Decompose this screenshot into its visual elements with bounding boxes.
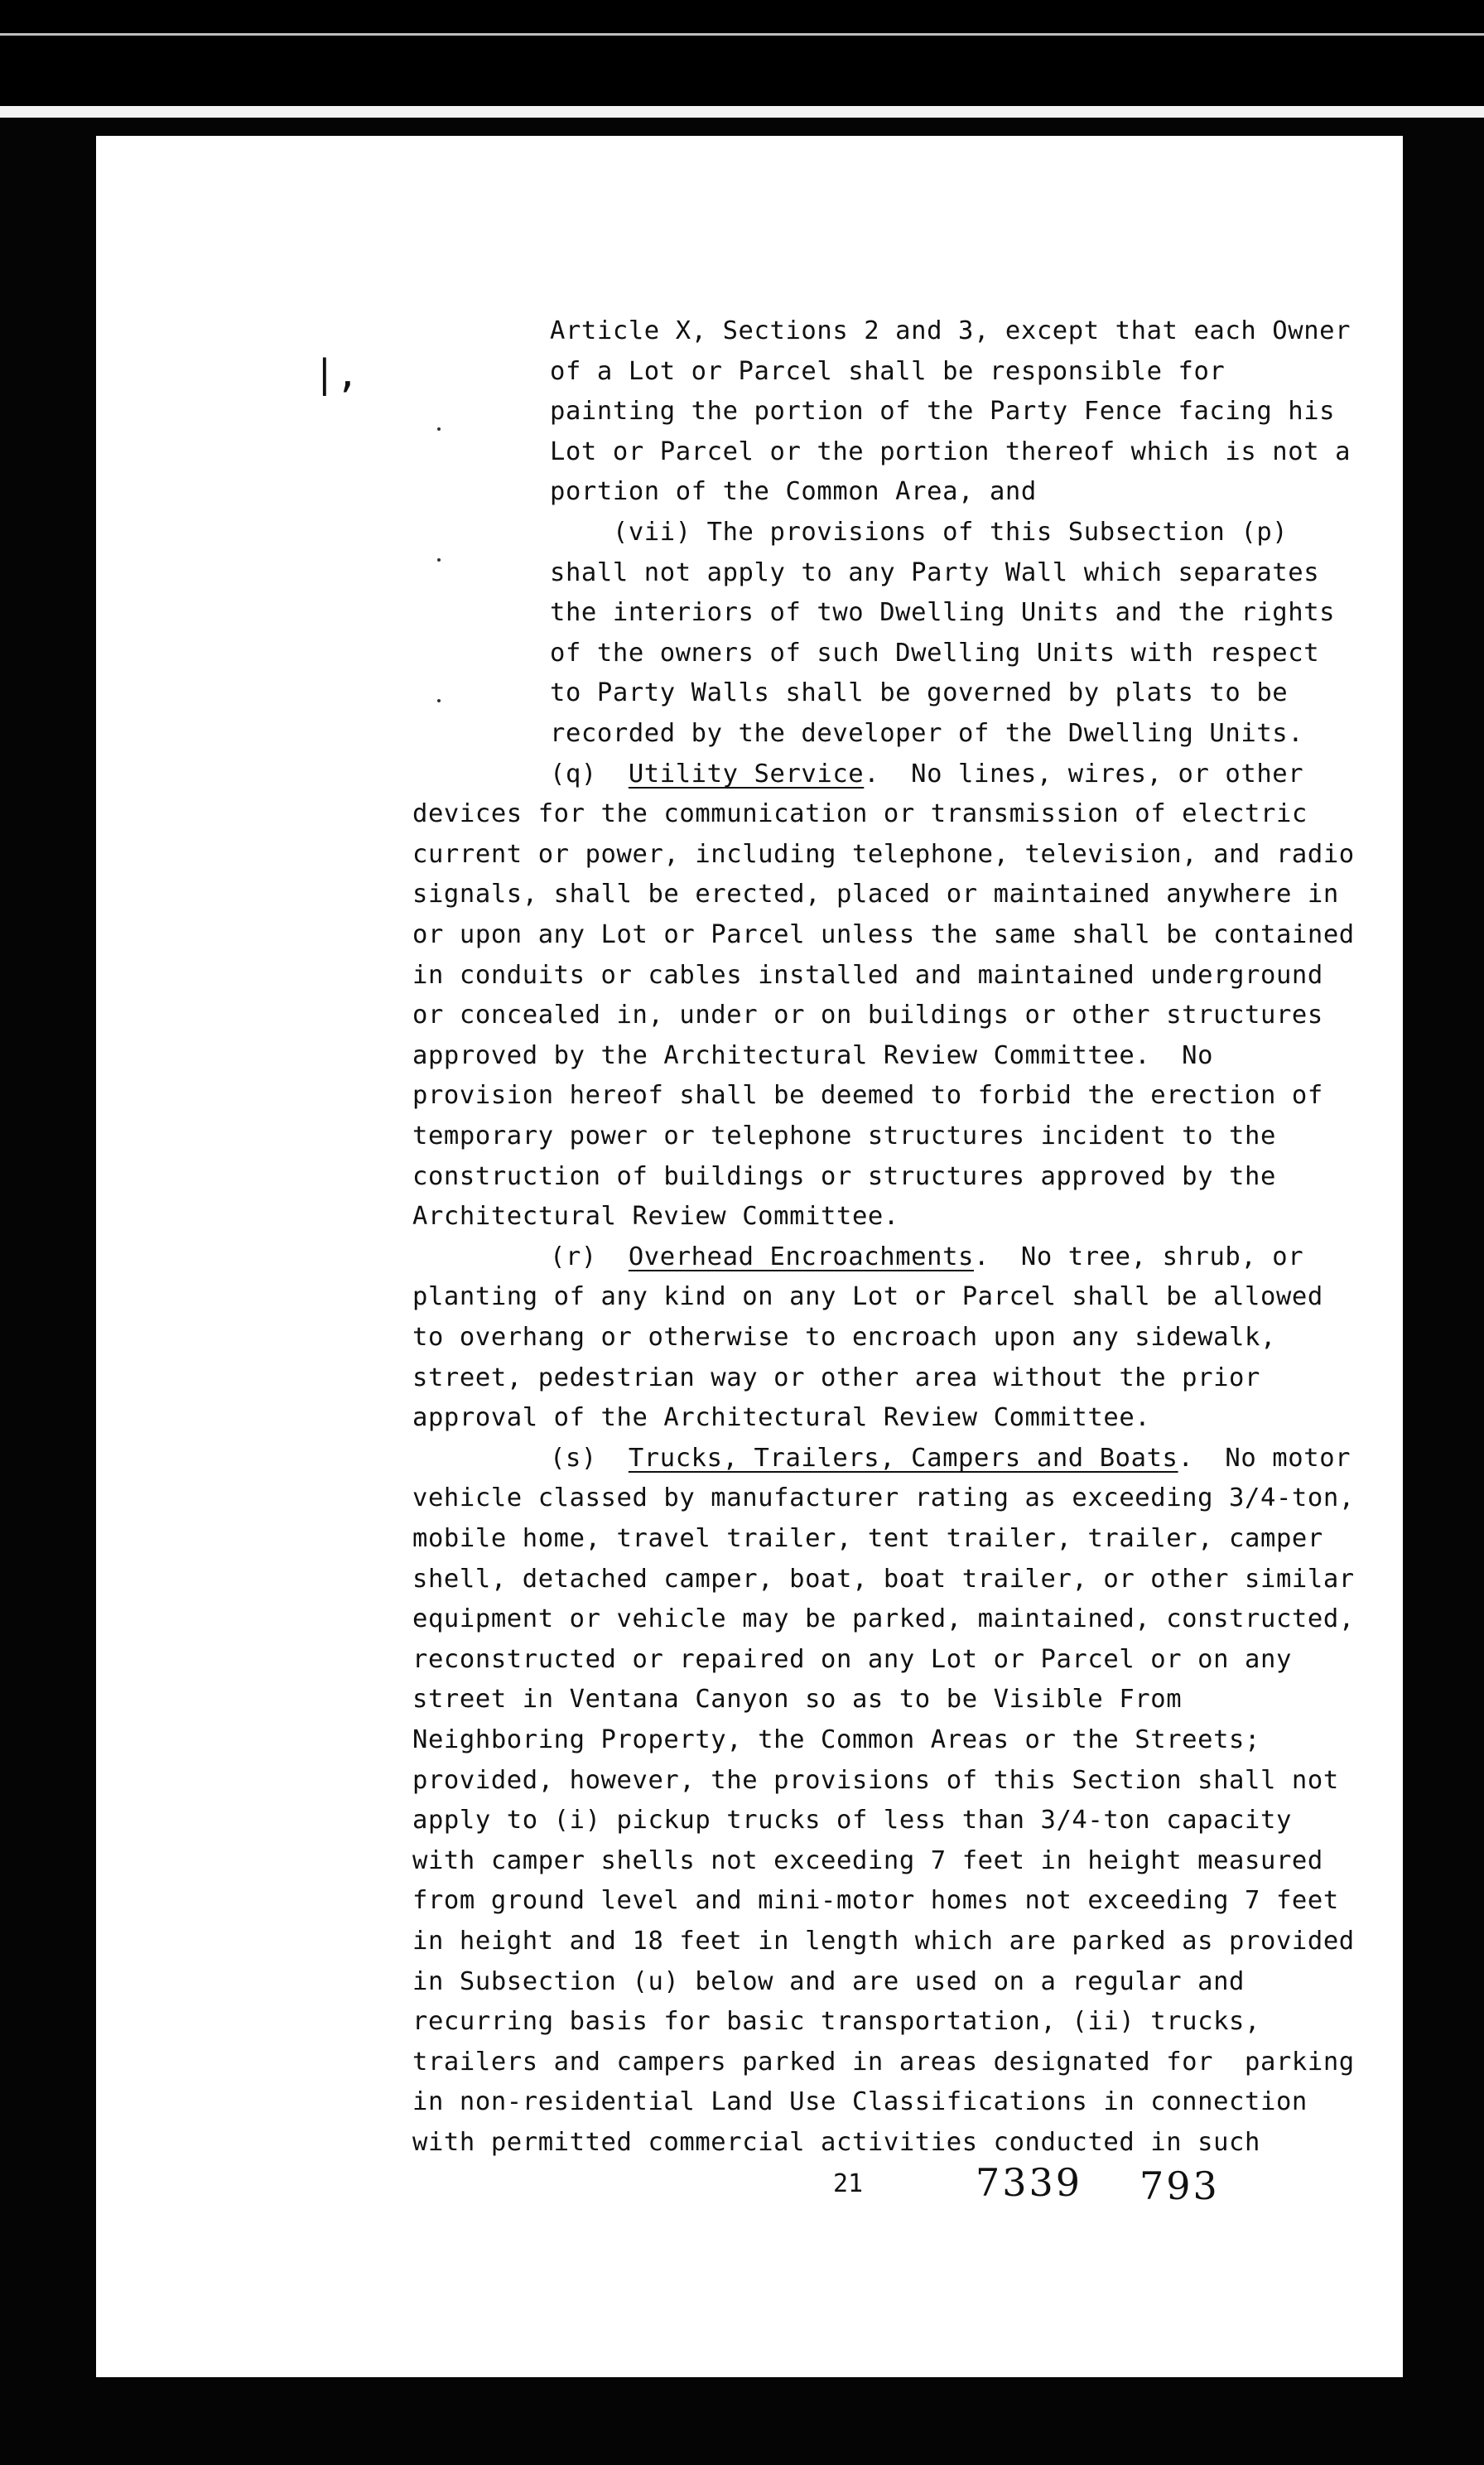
paragraph-line: (vii) The provisions of this Subsection (p): [550, 518, 1289, 547]
section-body-line: or concealed in, under or on buildings or other structures: [412, 1001, 1323, 1030]
section-body-line: with camper shells not exceeding 7 feet in height measured: [412, 1846, 1323, 1875]
paragraph-line: the interiors of two Dwelling Units and the rights: [550, 598, 1336, 627]
scan-top-border: [0, 0, 1484, 108]
section-body-line: Neighboring Property, the Common Areas or the Streets;: [412, 1725, 1260, 1754]
page-number: 21: [833, 2169, 864, 2198]
scan-speck: [437, 558, 441, 562]
section-body-line: Architectural Review Committee.: [412, 1202, 899, 1231]
paragraph-line: Article X, Sections 2 and 3, except that each Owner: [550, 316, 1352, 345]
section-body-line: or upon any Lot or Parcel unless the same shall be contained: [412, 920, 1355, 949]
section-body-line: temporary power or telephone structures incident to the: [412, 1122, 1276, 1150]
scan-speck: [437, 427, 441, 431]
section-body-line: construction of buildings or structures approved by the: [412, 1162, 1276, 1191]
section-body-line: apply to (i) pickup trucks of less than 3/4-ton capacity: [412, 1806, 1292, 1835]
section-heading-rest: . No lines, wires, or other: [864, 760, 1304, 789]
margin-mark: |,: [313, 351, 359, 396]
section-heading-line: [550, 1439, 1351, 1479]
section-body-line: equipment or vehicle may be parked, maintained, constructed,: [412, 1604, 1355, 1633]
section-body-line: from ground level and mini-motor homes not exceeding 7 feet: [412, 1886, 1339, 1915]
paragraph-line: portion of the Common Area, and: [550, 477, 1037, 506]
section-body-line: in Subsection (u) below and are used on a regular and: [412, 1967, 1246, 1996]
section-body-line: planting of any kind on any Lot or Parcel shall be allowed: [412, 1282, 1323, 1311]
section-body-line: devices for the communication or transmission of electric: [412, 799, 1308, 828]
paragraph-line: of the owners of such Dwelling Units with respect: [550, 639, 1320, 668]
section-body-line: reconstructed or repaired on any Lot or Parcel or on any: [412, 1645, 1292, 1674]
paragraph-line: recorded by the developer of the Dwelling Units.: [550, 719, 1304, 748]
section-body-line: signals, shall be erected, placed or maintained anywhere in: [412, 880, 1339, 909]
section-body-line: in conduits or cables installed and maintained underground: [412, 961, 1323, 990]
document-page: [96, 136, 1403, 2377]
section-body-line: vehicle classed by manufacturer rating as exceeding 3/4-ton,: [412, 1483, 1355, 1512]
section-body-line: approved by the Architectural Review Committee. No: [412, 1041, 1214, 1070]
section-body-line: street in Ventana Canyon so as to be Visible From: [412, 1685, 1183, 1714]
paragraph-line: Lot or Parcel or the portion thereof which is not a: [550, 437, 1352, 466]
section-body-line: in non-residential Land Use Classifications in connection: [412, 2087, 1308, 2116]
scan-speck: [437, 699, 441, 702]
docket-stamp: 7339: [976, 2160, 1083, 2205]
paragraph-line: painting the portion of the Party Fence facing his: [550, 397, 1336, 426]
section-label: (s): [550, 1444, 597, 1473]
section-body-line: to overhang or otherwise to encroach upon any sidewalk,: [412, 1323, 1276, 1352]
scan-edge-strip: [0, 106, 1484, 118]
page-stamp: 793: [1140, 2164, 1220, 2208]
section-heading: Utility Service: [628, 760, 865, 789]
section-body-line: recurring basis for basic transportation, (ii) trucks,: [412, 2007, 1260, 2036]
paragraph-line: of a Lot or Parcel shall be responsible for: [550, 357, 1226, 386]
paragraph-line: shall not apply to any Party Wall which separates: [550, 558, 1320, 587]
section-heading-line: [550, 755, 1303, 794]
section-label: (q): [550, 760, 597, 789]
section-label: (r): [550, 1242, 597, 1271]
section-body-line: trailers and campers parked in areas designated for parking: [412, 2048, 1355, 2077]
section-body-line: with permitted commercial activities conducted in such: [412, 2128, 1260, 2157]
section-heading: Overhead Encroachments: [628, 1242, 975, 1271]
section-heading: Trucks, Trailers, Campers and Boats: [628, 1444, 1178, 1473]
section-body-line: provision hereof shall be deemed to forbid the erection of: [412, 1081, 1323, 1110]
section-body-line: in height and 18 feet in length which are parked as provided: [412, 1927, 1355, 1956]
section-body-line: provided, however, the provisions of this Section shall not: [412, 1766, 1339, 1795]
section-body-line: mobile home, travel trailer, tent trailer, trailer, camper: [412, 1524, 1323, 1553]
section-body-line: current or power, including telephone, television, and radio: [412, 840, 1355, 869]
section-body-line: shell, detached camper, boat, boat trailer, or other similar: [412, 1565, 1355, 1594]
section-heading-rest: . No tree, shrub, or: [974, 1242, 1304, 1271]
section-body-line: approval of the Architectural Review Committee.: [412, 1403, 1151, 1432]
paragraph-line: to Party Walls shall be governed by plats to be: [550, 678, 1289, 707]
section-heading-rest: . No motor: [1178, 1444, 1352, 1473]
section-body-line: street, pedestrian way or other area without the prior: [412, 1363, 1260, 1392]
scan-edge-line: [0, 33, 1484, 36]
section-heading-line: [550, 1237, 1303, 1277]
